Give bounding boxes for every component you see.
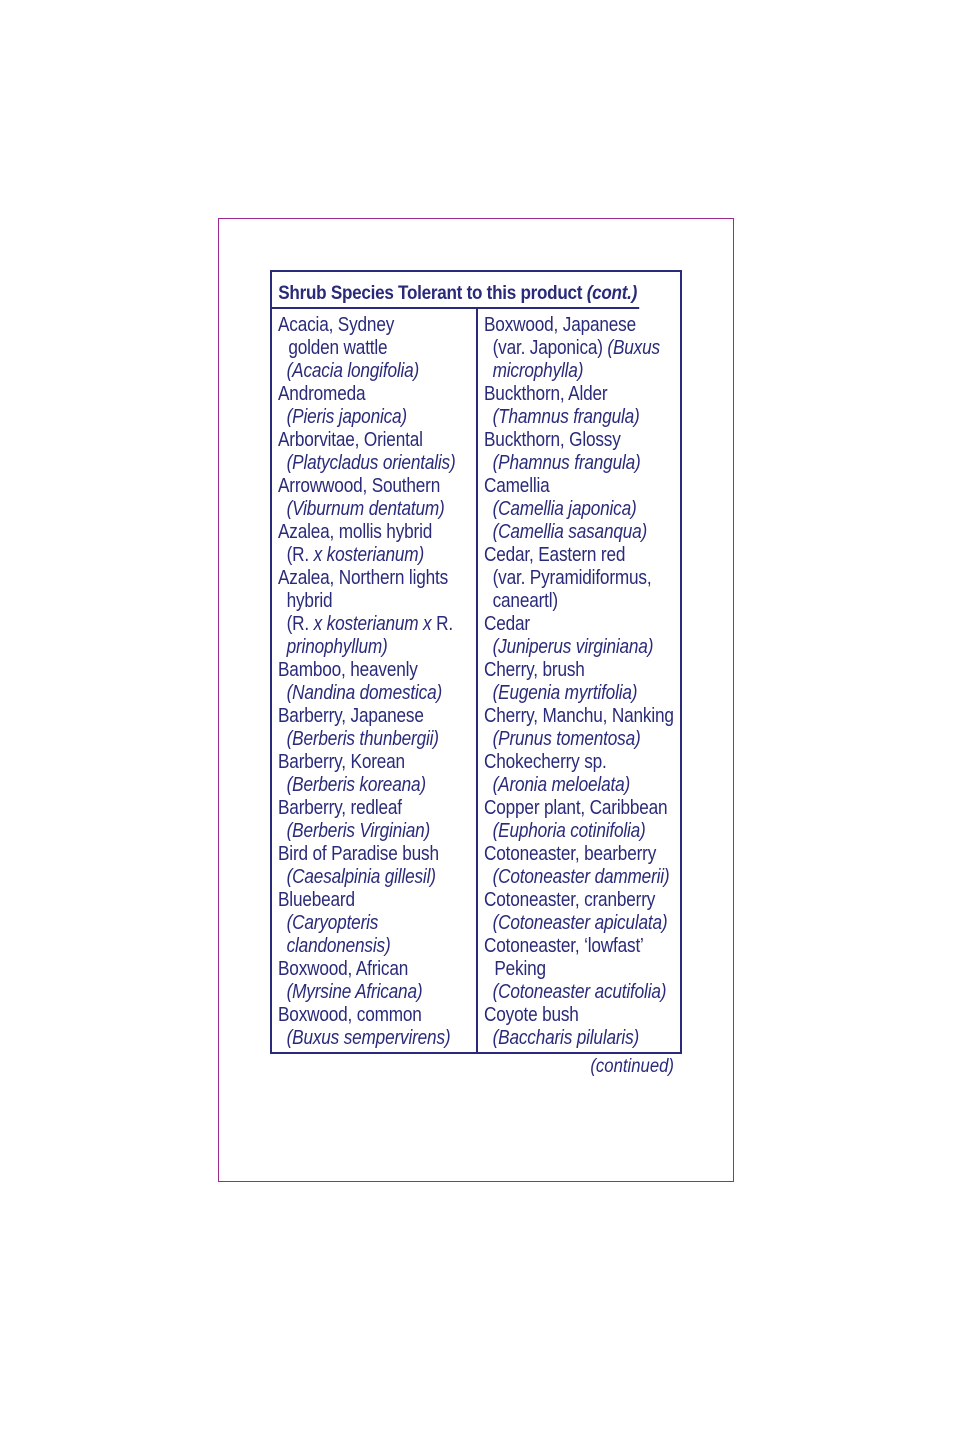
species-line: [278, 544, 448, 567]
species-latin-name: (Cotoneaster dammerii): [492, 866, 670, 888]
species-common-name: Cotoneaster, ‘lowfast’: [484, 935, 644, 957]
species-common-name: Chokecherry sp.: [484, 751, 607, 773]
species-common-name: Acacia, Sydney: [278, 314, 395, 336]
species-latin-name: (Cotoneaster acutifolia): [492, 981, 667, 1003]
species-common-name: Copper plant, Caribbean: [484, 797, 668, 819]
species-latin-name: x kosterianum x: [313, 613, 432, 635]
species-latin-name: (Eugenia myrtifolia): [492, 682, 638, 704]
species-line: [278, 935, 448, 958]
left-column: [272, 309, 478, 1052]
species-line: [484, 843, 657, 866]
species-latin-name: (Baccharis pilularis): [492, 1027, 640, 1049]
species-common-name: Arborvitae, Oriental: [278, 429, 423, 451]
species-common-name: Bamboo, heavenly: [278, 659, 418, 681]
species-common-name: R.: [431, 613, 453, 635]
species-line: [484, 820, 653, 843]
species-common-name: hybrid: [286, 590, 333, 612]
species-common-name: Coyote bush: [484, 1004, 579, 1026]
species-latin-name: (Buxus sempervirens): [286, 1027, 451, 1049]
species-latin-name: (Thamnus frangula): [492, 406, 640, 428]
species-common-name: Andromeda: [278, 383, 366, 405]
species-line: [484, 498, 653, 521]
species-common-name: Camellia: [484, 475, 550, 497]
species-line: [484, 728, 653, 751]
species-line: [278, 843, 448, 866]
species-latin-name: (Viburnum dentatum): [286, 498, 445, 520]
species-line: [278, 498, 448, 521]
species-common-name: Cotoneaster, bearberry: [484, 843, 657, 865]
right-column: [478, 309, 680, 1052]
species-common-name: Bluebeard: [278, 889, 355, 911]
species-line: [278, 337, 448, 360]
species-line: [278, 1004, 448, 1027]
species-common-name: Boxwood, African: [278, 958, 409, 980]
species-common-name: (R.: [286, 613, 314, 635]
species-line: [278, 958, 448, 981]
species-line: [278, 314, 448, 337]
species-latin-name: (Caesalpinia gillesil): [286, 866, 436, 888]
species-line: [278, 521, 448, 544]
species-line: [278, 383, 448, 406]
species-line: [484, 337, 660, 360]
species-line: [484, 429, 653, 452]
species-latin-name: (Aronia meloelata): [492, 774, 631, 796]
species-common-name: Cotoneaster, cranberry: [484, 889, 656, 911]
species-line: [278, 889, 448, 912]
species-line: [484, 521, 653, 544]
species-common-name: golden wattle: [288, 337, 388, 359]
species-latin-name: (Cotoneaster apiculata): [492, 912, 668, 934]
species-latin-name: microphylla): [492, 360, 584, 382]
species-latin-name: prinophyllum): [286, 636, 388, 658]
species-line: [278, 659, 448, 682]
species-line: [484, 314, 653, 337]
species-common-name: Arrowwood, Southern: [278, 475, 441, 497]
species-line: [278, 728, 448, 751]
species-line: [484, 912, 668, 935]
species-common-name: Azalea, Northern lights: [278, 567, 449, 589]
species-line: [278, 820, 448, 843]
species-common-name: Barberry, Japanese: [278, 705, 424, 727]
species-line: [278, 751, 448, 774]
species-line: [278, 981, 448, 1004]
species-latin-name: (Platycladus orientalis): [286, 452, 456, 474]
species-line: [484, 751, 653, 774]
species-common-name: (var. Japonica): [492, 337, 608, 359]
species-line: [278, 866, 448, 889]
species-line: [484, 889, 656, 912]
species-line: [278, 613, 453, 636]
species-latin-name: (Euphoria cotinifolia): [492, 820, 646, 842]
table-body: [272, 309, 680, 1052]
species-common-name: Peking: [494, 958, 546, 980]
species-line: [278, 590, 448, 613]
species-line: [484, 613, 653, 636]
species-line: [484, 636, 653, 659]
continued-note: (continued): [590, 1056, 674, 1077]
species-line: [484, 981, 667, 1004]
species-line: [484, 659, 653, 682]
species-line: [484, 1027, 653, 1050]
species-common-name: (var. Pyramidiformus,: [492, 567, 652, 589]
species-line: [278, 682, 448, 705]
species-line: [484, 590, 653, 613]
species-line: [484, 544, 653, 567]
species-common-name: Buckthorn, Glossy: [484, 429, 621, 451]
species-latin-name: (Myrsine Africana): [286, 981, 423, 1003]
species-line: [278, 452, 456, 475]
species-common-name: Cherry, Manchu, Nanking: [484, 705, 674, 727]
species-common-name: Barberry, redleaf: [278, 797, 402, 819]
species-line: [484, 705, 674, 728]
species-latin-name: (Acacia longifolia): [286, 360, 420, 382]
species-latin-name: (Juniperus virginiana): [492, 636, 654, 658]
species-line: [484, 1004, 653, 1027]
species-line: [484, 406, 653, 429]
species-line: [278, 636, 448, 659]
species-common-name: caneartl): [492, 590, 558, 612]
table-title: Shrub Species Tolerant to this product: [278, 283, 583, 304]
species-line: [278, 797, 448, 820]
species-common-name: Bird of Paradise bush: [278, 843, 439, 865]
species-latin-name: (Berberis thunbergii): [286, 728, 439, 750]
species-common-name: Cedar: [484, 613, 530, 635]
species-line: [484, 958, 653, 981]
species-line: [278, 774, 448, 797]
species-latin-name: clandonensis): [286, 935, 391, 957]
species-latin-name: x kosterianum): [313, 544, 425, 566]
species-latin-name: (Camellia japonica): [492, 498, 637, 520]
species-line: [484, 567, 653, 590]
species-line: [484, 452, 653, 475]
species-common-name: (R.: [286, 544, 314, 566]
species-common-name: Boxwood, Japanese: [484, 314, 636, 336]
species-common-name: Buckthorn, Alder: [484, 383, 608, 405]
species-line: [278, 567, 448, 590]
table-title-cont: (cont.): [586, 283, 638, 304]
table-header: [272, 272, 639, 309]
species-latin-name: (Nandina domestica): [286, 682, 443, 704]
species-common-name: Barberry, Korean: [278, 751, 405, 773]
species-line: [278, 705, 448, 728]
species-common-name: Cherry, brush: [484, 659, 585, 681]
species-line: [484, 797, 668, 820]
species-common-name: Boxwood, common: [278, 1004, 422, 1026]
species-line: [278, 475, 448, 498]
species-line: [278, 912, 448, 935]
species-line: [278, 1027, 451, 1050]
species-line: [484, 774, 653, 797]
species-line: [484, 866, 670, 889]
species-line: [278, 360, 448, 383]
species-latin-name: (Caryopteris: [286, 912, 379, 934]
species-line: [484, 383, 653, 406]
species-latin-name: (Berberis Virginian): [286, 820, 431, 842]
shrub-species-table: [270, 270, 682, 1054]
species-latin-name: (Phamnus frangula): [492, 452, 641, 474]
species-latin-name: (Buxus: [607, 337, 660, 359]
species-latin-name: (Pieris japonica): [286, 406, 407, 428]
species-line: [278, 406, 448, 429]
species-common-name: Azalea, mollis hybrid: [278, 521, 433, 543]
species-latin-name: (Camellia sasanqua): [492, 521, 648, 543]
species-line: [484, 935, 653, 958]
species-line: [484, 360, 653, 383]
species-line: [484, 475, 653, 498]
species-latin-name: (Prunus tomentosa): [492, 728, 641, 750]
species-common-name: Cedar, Eastern red: [484, 544, 626, 566]
species-line: [484, 682, 653, 705]
species-line: [278, 429, 448, 452]
species-latin-name: (Berberis koreana): [286, 774, 426, 796]
